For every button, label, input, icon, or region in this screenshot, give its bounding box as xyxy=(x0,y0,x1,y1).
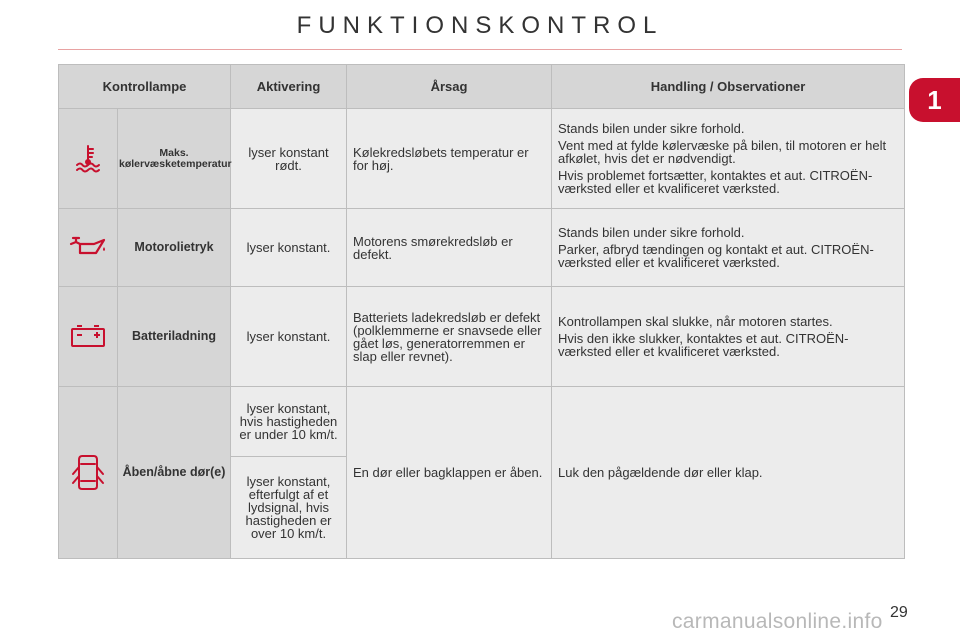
title-divider xyxy=(58,49,902,50)
lamp-icon-cell xyxy=(59,109,118,209)
lamp-name: Motorolietryk xyxy=(118,209,231,287)
lamp-actions xyxy=(552,387,905,559)
lamp-actions xyxy=(552,287,905,387)
page-number: 29 xyxy=(890,604,908,621)
watermark: carmanualsonline.info xyxy=(672,610,883,633)
lamp-name: Maks. kølervæsketemperatur xyxy=(118,109,231,209)
header-handling: Handling / Observationer xyxy=(552,65,905,109)
table-row xyxy=(59,387,905,457)
page-title: FUNKTIONSKONTROL xyxy=(296,12,664,39)
table-row xyxy=(59,209,905,287)
warning-lamp-table xyxy=(58,64,905,559)
lamp-icon-cell xyxy=(59,387,118,559)
chapter-tab[interactable]: 1 xyxy=(909,78,960,122)
lamp-activation: lyser konstant, hvis hastigheden er under 10 km/t. xyxy=(231,387,347,457)
lamp-icon-cell xyxy=(59,209,118,287)
lamp-cause: Batteriets ladekredsløb er defekt (polklemmerne er snavsede eller gået løs, generatorremmen er slap eller revnet). xyxy=(347,287,552,387)
action-text: Stands bilen under sikre forhold. xyxy=(558,121,745,136)
action-text: Stands bilen under sikre forhold. xyxy=(558,225,745,240)
action-text: Vent med at fylde kølervæske på bilen, til motoren er helt afkølet, hvis det er nødvendigt. xyxy=(558,138,887,166)
table-header-row xyxy=(59,65,905,109)
door-open-icon xyxy=(70,480,106,495)
action-text: Parker, afbryd tændingen og kontakt et aut. CITROËN-værksted eller et kvalificeret værksted. xyxy=(558,242,874,270)
action-text: Kontrollampen skal slukke, når motoren startes. xyxy=(558,314,833,329)
lamp-activation: lyser konstant, efterfulgt af et lydsignal, hvis hastigheden er over 10 km/t. xyxy=(231,457,347,559)
action-text: Luk den pågældende dør eller klap. xyxy=(558,465,763,480)
header-kontrollampe: Kontrollampe xyxy=(59,65,231,109)
action-text: Hvis problemet fortsætter, kontaktes et aut. CITROËN-værksted eller et kvalificeret værksted. xyxy=(558,168,873,196)
battery-icon xyxy=(69,337,107,352)
lamp-activation: lyser konstant. xyxy=(231,209,347,287)
lamp-cause: En dør eller bagklappen er åben. xyxy=(347,387,552,559)
lamp-icon-cell xyxy=(59,287,118,387)
table-row xyxy=(59,109,905,209)
action-text: Hvis den ikke slukker, kontaktes et aut. CITROËN-værksted eller et kvalificeret værksted. xyxy=(558,331,849,359)
lamp-name: Åben/åbne dør(e) xyxy=(118,387,231,559)
lamp-actions xyxy=(552,109,905,209)
oil-pressure-icon xyxy=(68,247,108,262)
lamp-actions xyxy=(552,209,905,287)
header-aktivering: Aktivering xyxy=(231,65,347,109)
coolant-temperature-icon xyxy=(73,161,103,176)
lamp-cause: Motorens smørekredsløb er defekt. xyxy=(347,209,552,287)
lamp-activation: lyser konstant rødt. xyxy=(231,109,347,209)
lamp-activation: lyser konstant. xyxy=(231,287,347,387)
table-row xyxy=(59,287,905,387)
header-aarsag: Årsag xyxy=(347,65,552,109)
lamp-name: Batteriladning xyxy=(118,287,231,387)
lamp-cause: Kølekredsløbets temperatur er for høj. xyxy=(347,109,552,209)
